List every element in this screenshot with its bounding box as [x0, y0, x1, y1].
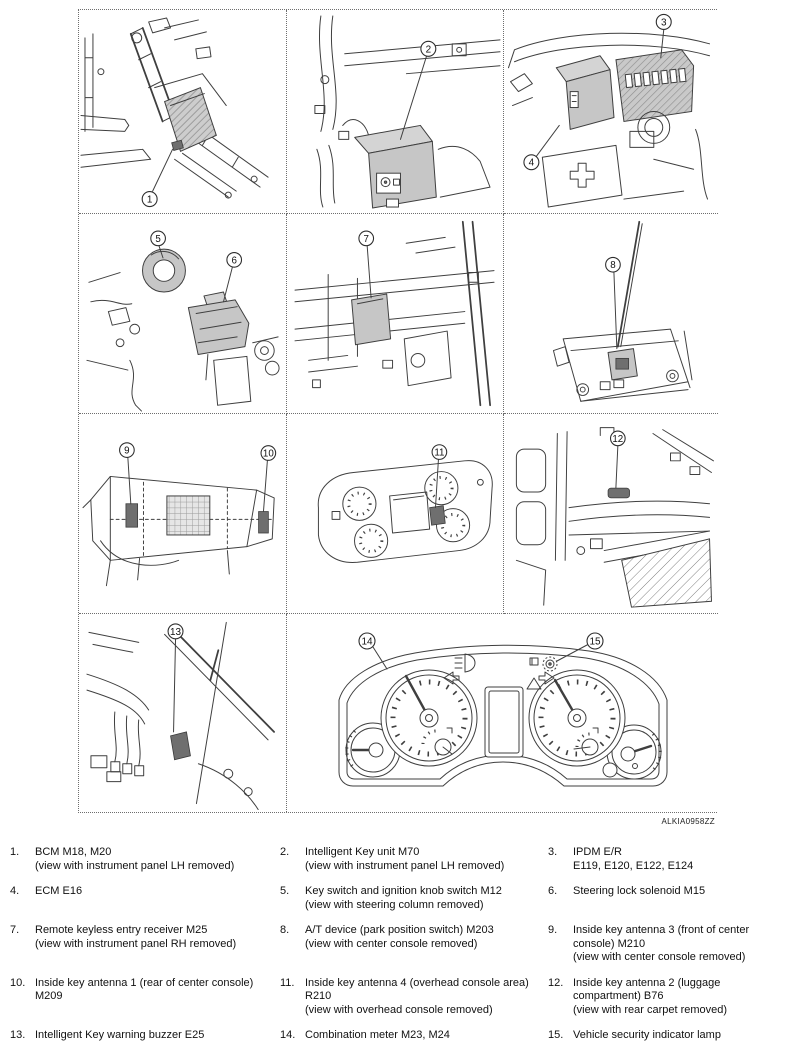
callout-11 — [432, 445, 447, 460]
bcm-module — [165, 88, 217, 152]
legend-item — [280, 885, 548, 912]
svg-text:12: 12 — [612, 433, 624, 445]
figure-panel-overhead-console — [287, 414, 504, 614]
legend-item — [548, 977, 782, 1018]
legend-item-number: 11. — [280, 976, 295, 989]
legend-item-text: Inside key antenna 4 (overhead console area) R210 — [305, 976, 529, 1002]
security-indicator-lamp — [543, 657, 557, 671]
figure-panel-luggage — [504, 414, 718, 614]
console-antennas-illustration — [79, 414, 286, 613]
legend-item-text: Steering lock solenoid M15 — [573, 885, 706, 897]
callout-8 — [606, 257, 621, 272]
svg-text:8: 8 — [610, 260, 616, 272]
callout-2 — [421, 41, 436, 56]
bcm-illustration — [79, 10, 286, 213]
legend-item-text: A/T device (park position switch) M203 — [305, 924, 494, 936]
legend-item-note: (view with steering column removed) — [305, 898, 484, 911]
luggage-illustration — [504, 414, 718, 613]
figure-code: ALKIA0958ZZ — [661, 817, 715, 826]
legend-item-number: 1. — [10, 846, 20, 858]
figure-panel-bcm — [79, 10, 287, 214]
svg-text:10: 10 — [262, 448, 274, 460]
ipdm-ecm-illustration — [504, 10, 718, 213]
legend-item-number: 15. — [548, 1029, 564, 1041]
callout-6 — [227, 253, 242, 268]
combination-meter-illustration — [287, 614, 718, 812]
legend-item-number: 2. — [280, 846, 290, 858]
callout-7 — [359, 231, 374, 246]
svg-text:1: 1 — [146, 194, 153, 206]
key-switch-steering-lock-illustration — [79, 214, 286, 413]
svg-text:9: 9 — [124, 445, 130, 457]
figure-panel-at-device — [504, 214, 718, 414]
legend-item — [280, 977, 548, 1018]
legend-item-text: IPDM E/R — [573, 846, 622, 858]
legend-item-text: Key switch and ignition knob switch M12 — [305, 885, 502, 897]
callout-14 — [359, 633, 375, 649]
legend-item-text: Intelligent Key warning buzzer E25 — [35, 1029, 205, 1041]
legend-item-number: 5. — [280, 885, 290, 897]
legend-item — [280, 846, 548, 873]
legend-item-number: 14. — [280, 1029, 296, 1041]
inside-key-antenna-1 — [126, 504, 138, 527]
overhead-console-illustration — [287, 414, 503, 613]
figure-panel-key-switch-steering-lock — [79, 214, 287, 414]
figure-panel-combination-meter — [287, 614, 718, 812]
legend-item — [10, 885, 280, 912]
callout-3 — [656, 14, 671, 29]
legend-item-text: Inside key antenna 2 (luggage compartment) B76 — [573, 976, 721, 1002]
legend-item-number: 6. — [548, 885, 558, 897]
svg-text:14: 14 — [361, 636, 373, 648]
legend-item-note: E119, E120, E122, E124 — [573, 859, 694, 872]
legend-item — [10, 924, 280, 965]
legend-item — [548, 1029, 782, 1043]
svg-text:4: 4 — [528, 157, 535, 169]
legend-item — [280, 1029, 548, 1043]
callout-15 — [587, 633, 603, 649]
meter-display — [485, 687, 523, 757]
figure-panel-intelligent-key-unit — [287, 10, 504, 214]
legend-item-note: (view with center console removed) — [573, 951, 746, 963]
legend-item-note: (view with instrument panel LH removed) — [35, 859, 235, 872]
legend-item-number: 8. — [280, 924, 290, 936]
legend-item-number: 7. — [10, 924, 20, 936]
legend-item-text: Remote keyless entry receiver M25 — [35, 924, 208, 936]
legend-item-number: 9. — [548, 924, 558, 936]
legend-item-text: Combination meter M23, M24 — [305, 1029, 450, 1041]
svg-text:6: 6 — [231, 255, 237, 267]
legend-item-text: Vehicle security indicator lamp — [573, 1029, 721, 1041]
legend-item — [10, 977, 280, 1018]
legend-item — [548, 924, 782, 965]
callout-1 — [142, 192, 157, 207]
inside-key-antenna-4 — [430, 506, 446, 526]
callout-10 — [261, 446, 276, 461]
figure-panel-warning-buzzer — [79, 614, 287, 812]
warning-buzzer — [171, 732, 191, 760]
svg-text:5: 5 — [155, 233, 161, 245]
warning-buzzer-illustration — [79, 614, 286, 812]
svg-text:15: 15 — [589, 636, 601, 648]
high-beam-icon — [455, 654, 475, 672]
component-location-figure — [78, 9, 717, 826]
legend-item-text: Inside key antenna 1 (rear of center console) M209 — [35, 976, 254, 1002]
callout-4 — [524, 155, 539, 170]
legend-item-note: (view with instrument panel RH removed) — [35, 937, 237, 950]
console-mesh — [167, 496, 210, 535]
legend-item — [548, 885, 782, 912]
steering-lock-solenoid — [188, 300, 248, 355]
legend-item-number: 3. — [548, 846, 558, 858]
callout-13 — [168, 624, 183, 639]
legend-item-text: Intelligent Key unit M70 — [305, 846, 420, 858]
legend — [10, 846, 782, 1043]
legend-item-note: (view with overhead console removed) — [305, 1003, 493, 1016]
callout-9 — [120, 443, 135, 458]
legend-item — [280, 924, 548, 965]
legend-item-number: 4. — [10, 885, 20, 897]
callout-5 — [151, 231, 166, 246]
seatbelt-icon — [530, 658, 538, 665]
legend-item-note: (view with rear carpet removed) — [573, 1003, 728, 1016]
legend-item-number: 13. — [10, 1029, 26, 1041]
svg-text:3: 3 — [660, 17, 667, 29]
figure-panel-console-antennas — [79, 414, 287, 614]
figure-panel-keyless-receiver — [287, 214, 504, 414]
svg-text:13: 13 — [170, 626, 182, 638]
svg-text:7: 7 — [363, 233, 369, 245]
rear-carpet-area — [622, 539, 712, 607]
legend-item-number: 12. — [548, 976, 564, 989]
keyless-receiver-illustration — [287, 214, 503, 413]
legend-item-text: Inside key antenna 3 (front of center console) M210 — [573, 924, 750, 950]
intelligent-key-unit-illustration — [287, 10, 503, 213]
legend-item-note: (view with instrument panel LH removed) — [305, 859, 505, 872]
legend-item-text: ECM E16 — [35, 885, 83, 897]
inside-key-antenna-2 — [608, 488, 629, 498]
svg-text:2: 2 — [425, 44, 432, 56]
legend-item — [10, 1029, 280, 1043]
at-device-illustration — [504, 214, 718, 413]
svg-text:11: 11 — [434, 447, 445, 459]
legend-item — [548, 846, 782, 873]
figure-grid — [78, 9, 717, 813]
legend-item-text: BCM M18, M20 — [35, 846, 112, 858]
figure-panel-ipdm-ecm — [504, 10, 718, 214]
legend-item-number: 10. — [10, 976, 26, 989]
console-rear-connector — [259, 512, 269, 533]
legend-item-note: (view with center console removed) — [305, 937, 478, 950]
callout-12 — [611, 431, 626, 446]
legend-item — [10, 846, 280, 873]
